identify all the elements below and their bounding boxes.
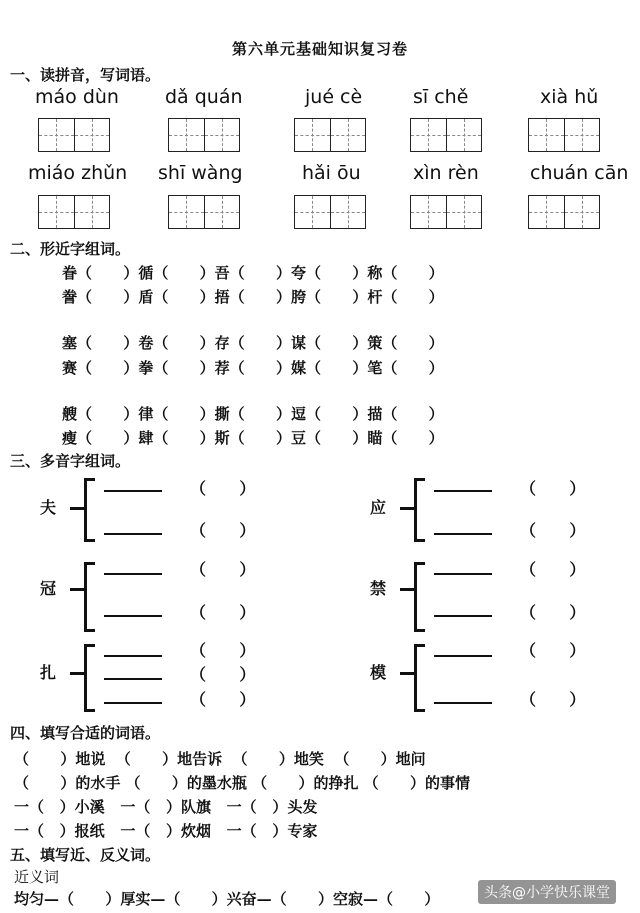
- writing-grid[interactable]: [38, 118, 110, 152]
- fill-word-row: （ ）的水手 （ ）的墨水瓶 （ ）的挣扎 （ ）的事情: [14, 774, 471, 792]
- synonym-label: 近义词: [14, 868, 60, 886]
- similar-char-row: 塞（ ）卷（ ）存（ ）谋（ ）策（ ）: [62, 334, 444, 352]
- pinyin-8: hǎi ōu: [302, 162, 361, 184]
- pinyin-5: xià hǔ: [540, 86, 599, 108]
- section-2-heading: 二、形近字组词。: [10, 240, 131, 258]
- pinyin-1: máo dùn: [35, 86, 119, 108]
- section-5-heading: 五、填写近、反义词。: [10, 846, 161, 864]
- polyphone-char: 冠: [40, 579, 57, 598]
- section-3-heading: 三、多音字组词。: [10, 452, 131, 470]
- pinyin-9: xìn rèn: [413, 162, 479, 184]
- writing-grid[interactable]: [294, 118, 366, 152]
- writing-grid[interactable]: [528, 195, 600, 229]
- synonym-row: 均匀—（ ）厚实—（ ）兴奋—（ ）空寂—（ ）: [14, 890, 440, 908]
- polyphone-char: 应: [370, 498, 387, 517]
- writing-grid[interactable]: [38, 195, 110, 229]
- similar-char-row: 誊（ ）盾（ ）捂（ ）胯（ ）杆（ ）: [62, 288, 444, 306]
- polyphone-char: 夫: [40, 498, 57, 517]
- writing-grid[interactable]: [168, 195, 240, 229]
- writing-grid[interactable]: [528, 118, 600, 152]
- fill-word-row: 一（ ）报纸 一（ ）炊烟 一（ ）专家: [14, 822, 318, 840]
- writing-grid[interactable]: [410, 118, 482, 152]
- writing-grid[interactable]: [168, 118, 240, 152]
- page-title: 第六单元基础知识复习卷: [231, 40, 408, 58]
- polyphone-char: 扎: [40, 663, 57, 682]
- writing-grid[interactable]: [410, 195, 482, 229]
- pinyin-2: dǎ quán: [165, 86, 243, 108]
- section-1-heading: 一、读拼音，写词语。: [10, 66, 161, 84]
- fill-word-row: 一（ ）小溪 一（ ）队旗 一（ ）头发: [14, 798, 318, 816]
- pinyin-6: miáo zhǔn: [28, 162, 128, 184]
- writing-grid[interactable]: [294, 195, 366, 229]
- pinyin-7: shī wàng: [158, 162, 243, 184]
- polyphone-char: 模: [370, 663, 387, 682]
- similar-char-row: 眷（ ）循（ ）吾（ ）夸（ ）称（ ）: [62, 264, 444, 282]
- fill-word-row: （ ）地说 （ ）地告诉 （ ）地笑 （ ）地问: [14, 750, 426, 768]
- pinyin-4: sī chě: [413, 86, 469, 108]
- watermark: 头条@小学快乐课堂: [478, 880, 616, 904]
- similar-char-row: 赛（ ）拳（ ）荐（ ）媒（ ）笔（ ）: [62, 359, 444, 377]
- polyphone-char: 禁: [370, 579, 387, 598]
- pinyin-3: jué cè: [305, 86, 363, 108]
- section-4-heading: 四、填写合适的词语。: [10, 724, 161, 742]
- similar-char-row: 瘦（ ）肆（ ）斯（ ）豆（ ）瞄（ ）: [62, 429, 444, 447]
- pinyin-10: chuán cān: [530, 162, 629, 184]
- similar-char-row: 艘（ ）律（ ）撕（ ）逗（ ）描（ ）: [62, 405, 444, 423]
